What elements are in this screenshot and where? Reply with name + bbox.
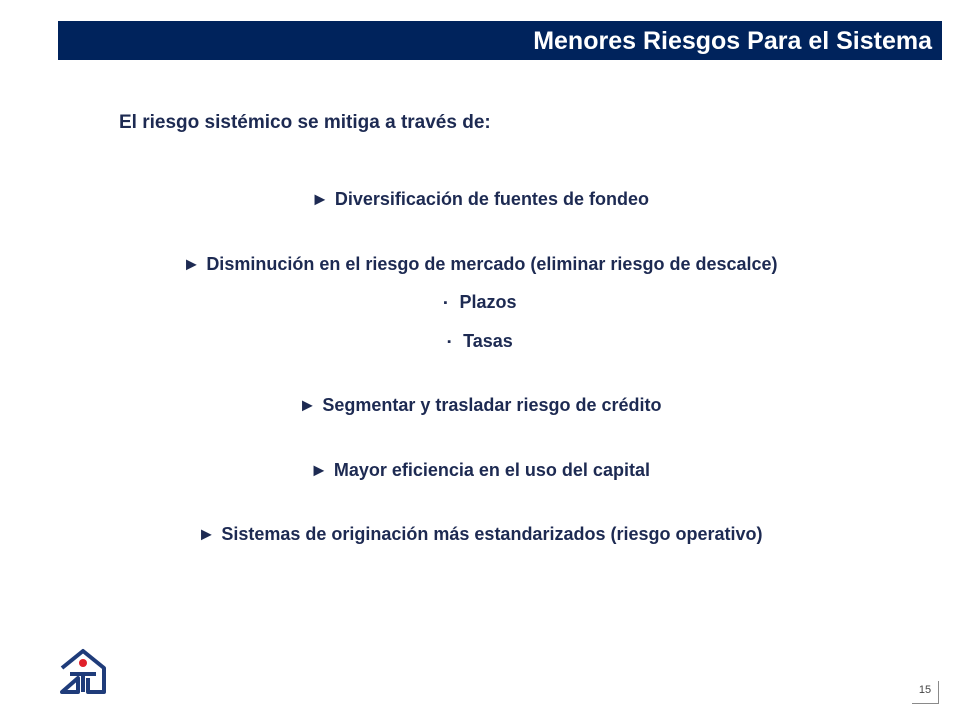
sub-bullet-text: Tasas [463, 331, 513, 351]
title-bar [58, 21, 942, 60]
bullet-text: Mayor eficiencia en el uso del capital [333, 460, 650, 480]
intro-text: El riesgo sistémico se mitiga a través de: [119, 112, 491, 133]
bullet-text: Disminución en el riesgo de mercado (eliminar riesgo de descalce) [206, 254, 778, 274]
arrow-bullet-icon: ► [310, 460, 328, 480]
bullet-text: Segmentar y trasladar riesgo de crédito [322, 395, 662, 415]
arrow-bullet-icon: ► [197, 524, 216, 544]
bullet-text: Sistemas de originación más estandarizados (riesgo operativo) [221, 524, 763, 544]
arrow-bullet-icon: ► [298, 395, 317, 415]
square-bullet-icon: ▪ [443, 297, 448, 309]
bullet-text: Diversificación de fuentes de fondeo [334, 189, 649, 209]
arrow-bullet-icon: ► [311, 189, 329, 209]
arrow-bullet-icon: ► [182, 254, 201, 274]
sub-bullet-text: Plazos [459, 292, 517, 312]
bullet-item [0, 395, 960, 416]
page-number: 15 [918, 684, 932, 696]
slide-title: Menores Riesgos Para el Sistema [533, 27, 932, 55]
bullet-item [0, 254, 960, 275]
bullet-item [0, 460, 960, 481]
bullet-item [0, 524, 960, 545]
sub-bullet-item [0, 292, 960, 313]
bullet-item [0, 189, 960, 210]
house-logo-icon [58, 648, 108, 694]
square-bullet-icon: ▪ [447, 336, 452, 348]
sub-bullet-item [0, 331, 960, 352]
